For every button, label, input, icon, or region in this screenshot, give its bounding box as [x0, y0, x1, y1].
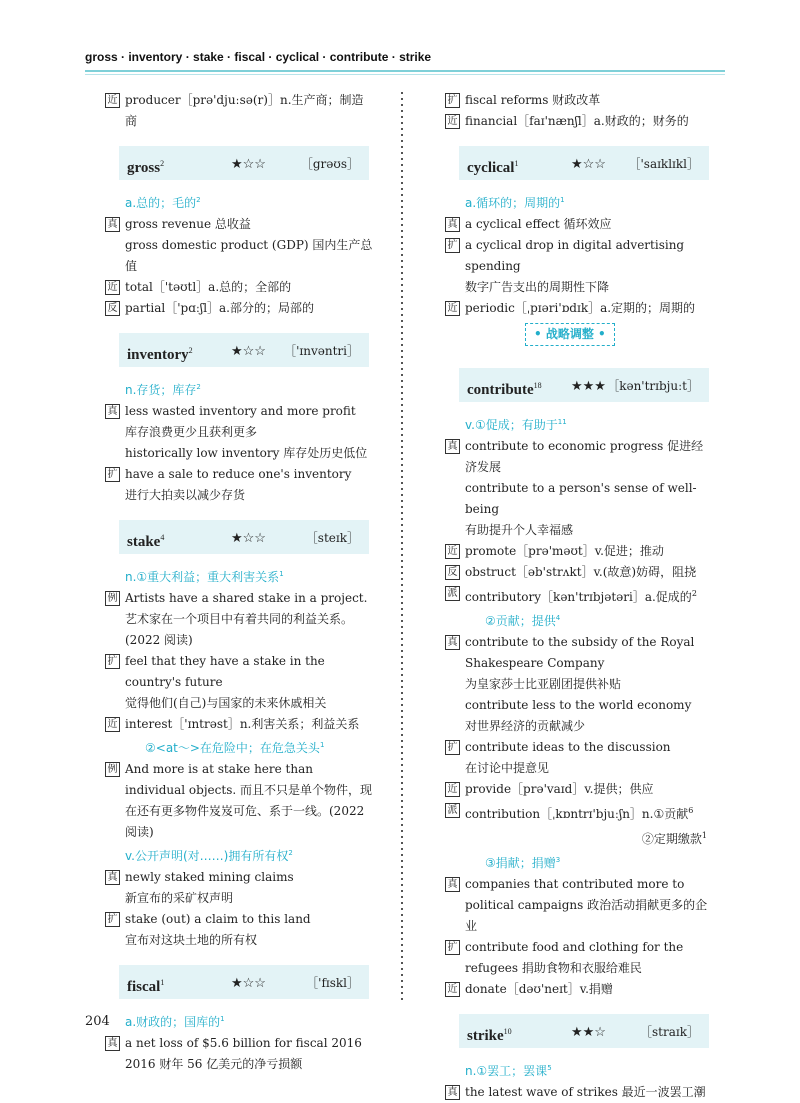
entry-line: 近 donate［dəʊ'neɪt］v.捐赠: [445, 979, 715, 1000]
column-divider: [397, 92, 407, 1002]
right-column: [445, 90, 715, 1103]
entry-line: 进行大拍卖以减少存货: [125, 488, 246, 502]
header-rule: [85, 70, 725, 72]
entry-line: 2016 财年 56 亿美元的净亏损额: [125, 1057, 303, 1071]
running-header: gross · inventory · stake · fiscal · cyclical · contribute · strike: [85, 50, 432, 64]
frequency-stars: ★☆☆: [571, 157, 606, 172]
entry-line: 真 contribute to economic progress 促进经济发展: [445, 436, 715, 478]
entry-line: contribute less to the world economy: [465, 698, 692, 712]
entry-line: 在讨论中提意见: [465, 761, 550, 775]
sense-heading: a.财政的；国库的$^1$: [125, 1015, 225, 1029]
headword-strike: [459, 1014, 709, 1048]
headword-cyclical: [459, 146, 709, 180]
entry-line: 扩 contribute ideas to the discussion: [445, 737, 715, 758]
entry-line: 新宣布的采矿权声明: [125, 891, 234, 905]
sense-heading: v.公开声明(对……)拥有所有权$^2$: [125, 849, 293, 863]
headword-contribute: [459, 368, 709, 402]
sense-heading: a.循环的；周期的$^1$: [465, 196, 565, 210]
sense-heading: ③捐献；捐赠$^3$: [485, 856, 561, 870]
header-rule-thin: [85, 74, 725, 75]
headword-text: gross$^2$: [127, 159, 165, 176]
entry-line: 真 companies that contributed more to political campaigns 政治活动捐献更多的企业: [445, 874, 715, 937]
headword-text: inventory$^2$: [127, 346, 193, 363]
headword-fiscal: [119, 965, 369, 999]
entry-line: 近 periodic［ˌpɪəri'ɒdɪk］a.定期的；周期的: [445, 298, 715, 319]
sense-heading: n.①重大利益；重大利害关系$^1$: [125, 570, 284, 584]
entry-line: 对世界经济的贡献减少: [465, 719, 586, 733]
entry-line: 有助提升个人幸福感: [465, 523, 574, 537]
entry-line: historically low inventory 库存处历史低位: [125, 446, 368, 460]
frequency-stars: ★★★: [571, 379, 606, 394]
entry-line: 例 Artists have a shared stake in a project. 艺术家在一个项目中有着共同的利益关系。(2022 阅读): [105, 588, 375, 651]
label-tag: 近: [105, 93, 120, 108]
frequency-stars: ★☆☆: [231, 531, 266, 546]
entry-line: 近 promote［prə'məʊt］v.促进；推动: [445, 541, 715, 562]
entry-line: 派 contribution［ˌkɒntrɪ'bjuːʃn］n.①贡献$^6$: [445, 800, 715, 825]
frequency-stars: ★☆☆: [231, 157, 266, 172]
entry-line: 扩 fiscal reforms 财政改革: [445, 90, 715, 111]
frequency-stars: ★☆☆: [231, 344, 266, 359]
entry-line: 为皇家莎士比亚剧团提供补贴: [465, 677, 622, 691]
entry-line: 扩 have a sale to reduce one's inventory: [105, 464, 375, 485]
sense-heading: n.存货；库存$^2$: [125, 383, 201, 397]
sense-heading: n.①罢工；罢课$^5$: [465, 1064, 552, 1078]
entry-line: 扩 feel that they have a stake in the country's future: [105, 651, 375, 693]
headword-text: stake$^4$: [127, 533, 165, 550]
headword-stake: [119, 520, 369, 554]
entry-line: 真 a net loss of $5.6 billion for fiscal 2016: [105, 1033, 375, 1054]
entry-line: 反 obstruct［əb'strʌkt］v.(故意)妨碍，阻挠: [445, 562, 715, 583]
entry-line: 反 partial［'pɑːʃl］a.部分的；局部的: [105, 298, 375, 319]
entry-line: 真 the latest wave of strikes 最近一波罢工潮: [445, 1082, 715, 1103]
entry-line: ②定期缴款$^1$: [641, 831, 707, 846]
headword-text: strike$^{10}$: [467, 1027, 512, 1044]
entry-line: 真 less wasted inventory and more profit: [105, 401, 375, 422]
entry-line: 近 financial［faɪ'nænʃl］a.财政的；财务的: [445, 111, 715, 132]
entry-line: contribute to a person's sense of well-being: [465, 481, 697, 516]
entry-line: 扩 stake (out) a claim to this land: [105, 909, 375, 930]
phonetic: ［'fɪskl］: [306, 976, 359, 990]
entry-line: 库存浪费更少且获利更多: [125, 425, 258, 439]
headword-inventory: [119, 333, 369, 367]
line-text: producer［prə'djuːsə(r)］n.生产商；制造商: [125, 93, 364, 128]
entry-line: 宣布对这块土地的所有权: [125, 933, 258, 947]
entry-line: 派 contributory［kən'trɪbjətəri］a.促成的$^2$: [445, 583, 715, 608]
entry-line: [105, 90, 375, 132]
phonetic: ［grəʊs］: [300, 157, 359, 171]
phonetic: ［straɪk］: [640, 1025, 699, 1039]
headword-text: fiscal$^1$: [127, 978, 165, 995]
entry-line: 真 a cyclical effect 循环效应: [445, 214, 715, 235]
phonetic: ［'saɪklɪkl］: [628, 157, 699, 171]
left-column: [105, 90, 375, 1075]
entry-line: 数字广告支出的周期性下降: [465, 280, 610, 294]
section-tag: • 战略调整 •: [525, 323, 615, 346]
entry-line: 例 And more is at stake here than individual objects. 而且不只是单个物件，现在还有更多物件岌岌可危、系于一线。(2022 阅读): [105, 759, 375, 843]
sense-heading: ②<at～>在危险中；在危急关头$^1$: [145, 741, 325, 755]
entry-line: 扩 contribute food and clothing for the refugees 捐助食物和衣服给难民: [445, 937, 715, 979]
sense-heading: ②贡献；提供$^4$: [485, 614, 561, 628]
headword-text: contribute$^{18}$: [467, 381, 542, 398]
entry-line: 近 interest［'ɪntrəst］n.利害关系；利益关系: [105, 714, 375, 735]
page-number: 204: [85, 1014, 110, 1029]
entry-line: 近 total［'təʊtl］a.总的；全部的: [105, 277, 375, 298]
entry-line: 近 provide［prə'vaɪd］v.提供；供应: [445, 779, 715, 800]
frequency-stars: ★★☆: [571, 1025, 606, 1040]
entry-line: 真 contribute to the subsidy of the Royal Shakespeare Company: [445, 632, 715, 674]
entry-line: 觉得他们(自己)与国家的未来休戚相关: [125, 696, 327, 710]
sense-heading: a.总的；毛的$^2$: [125, 196, 201, 210]
frequency-stars: ★☆☆: [231, 976, 266, 991]
phonetic: ［steɪk］: [305, 531, 359, 545]
entry-line: 真 gross revenue 总收益: [105, 214, 375, 235]
phonetic: ［kən'trɪbjuːt］: [607, 379, 699, 393]
entry-line: gross domestic product (GDP) 国内生产总值: [125, 238, 373, 273]
entry-line: 真 newly staked mining claims: [105, 867, 375, 888]
headword-text: cyclical$^1$: [467, 159, 519, 176]
sense-heading: v.①促成；有助于$^{11}$: [465, 418, 567, 432]
headword-gross: [119, 146, 369, 180]
phonetic: ［'ɪnvəntri］: [284, 344, 359, 358]
entry-line: 扩 a cyclical drop in digital advertising spending: [445, 235, 715, 277]
